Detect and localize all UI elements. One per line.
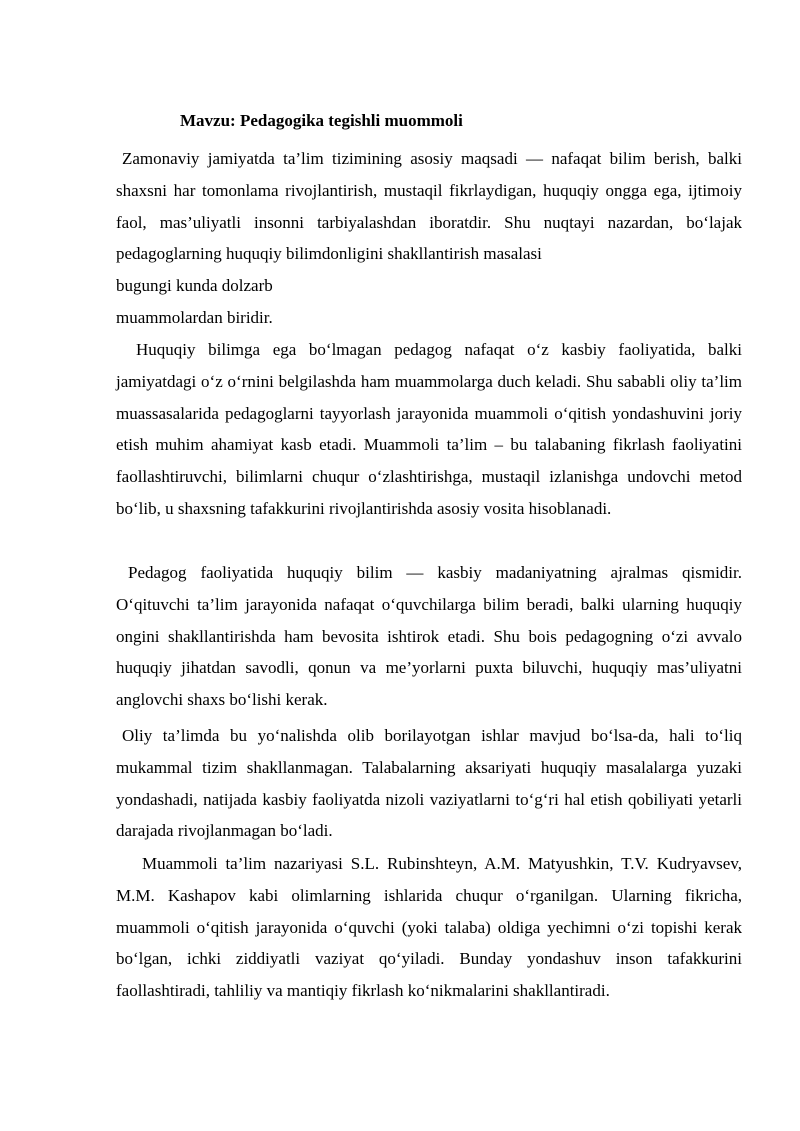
paragraph-3: Pedagog faoliyatida huquqiy bilim — kasbiy madaniyatning ajralmas qismidir. O‘qituvchi ta’lim jarayonida nafaqat o‘quvchilarga bilim beradi, balki ularning huquqiy ongini shakllantirishda ham bevosita ishtirok etadi. Shu bois pedagogning o‘zi avvalo huquqiy jihatdan savodli, qonun va me’yorlarni puxta biluvchi, huquqiy mas’uliyatni anglovchi shaxs bo‘lishi kerak. [116,563,742,710]
paragraph-2: Huquqiy bilimga ega bo‘lmagan pedagog nafaqat o‘z kasbiy faoliyatida, balki jamiyatdagi o‘z o‘rnini belgilashda ham muammolarga duch keladi. Shu sababli oliy ta’lim muassasalarida pedagoglarni tayyorlash jarayonida muammoli o‘qitish yondashuvini joriy etish muhim ahamiyat kasb etadi. Muammoli ta’lim – bu talabaning fikrlash faoliyatini faollashtiruvchi, bilimlarni chuqur o‘zlashtirishga, mustaqil izlanishga undovchi metod bo‘lib, u shaxsning tafakkurini rivojlantirishda asosiy vosita hisoblanadi. [116,340,742,518]
paragraph-4: Oliy ta’limda bu yo‘nalishda olib borilayotgan ishlar mavjud bo‘lsa-da, hali to‘liq mukammal tizim shakllanmagan. Talabalarning aksariyati huquqiy masalalarga yuzaki yondashadi, natijada kasbiy faoliyatda nizoli vaziyatlarni to‘g‘ri hal etish qobiliyati yetarli darajada rivojlanmagan bo‘ladi. [116,726,742,841]
paragraph-5: Muammoli ta’lim nazariyasi S.L. Rubinshteyn, A.M. Matyushkin, T.V. Kudryavsev, M.M. Kashapov kabi olimlarning ishlarida chuqur o‘rganilgan. Ularning fikricha, muammoli o‘qitish jarayonida o‘quvchi (yoki talaba) oldiga yechimni o‘zi topishi kerak bo‘lgan, ichki ziddiyatli vaziyat qo‘yiladi. Bunday yondashuv inson tafakkurini faollashtiradi, tahliliy va mantiqiy fikrlash ko‘nikmalarini shakllantiradi. [116,854,742,1001]
document-title: Mavzu: Pedagogika tegishli muommoli [180,111,463,130]
paragraph-1-line-5: bugungi kunda dolzarb [116,276,273,295]
paragraph-1-line-6: muammolardan biridir. [116,308,273,327]
paragraph-1: Zamonaviy jamiyatda ta’lim tizimining asosiy maqsadi — nafaqat bilim berish, balki shaxsni har tomonlama rivojlantirish, mustaqil fikrlaydigan, huquqiy ongga ega, ijtimoiy faol, mas’uliyatli insonni tarbiyalashdan iboratdir. Shu nuqtayi nazardan, bo‘lajak pedagoglarning huquqiy bilimdonligini shakllantirish masalasi [116,149,742,264]
